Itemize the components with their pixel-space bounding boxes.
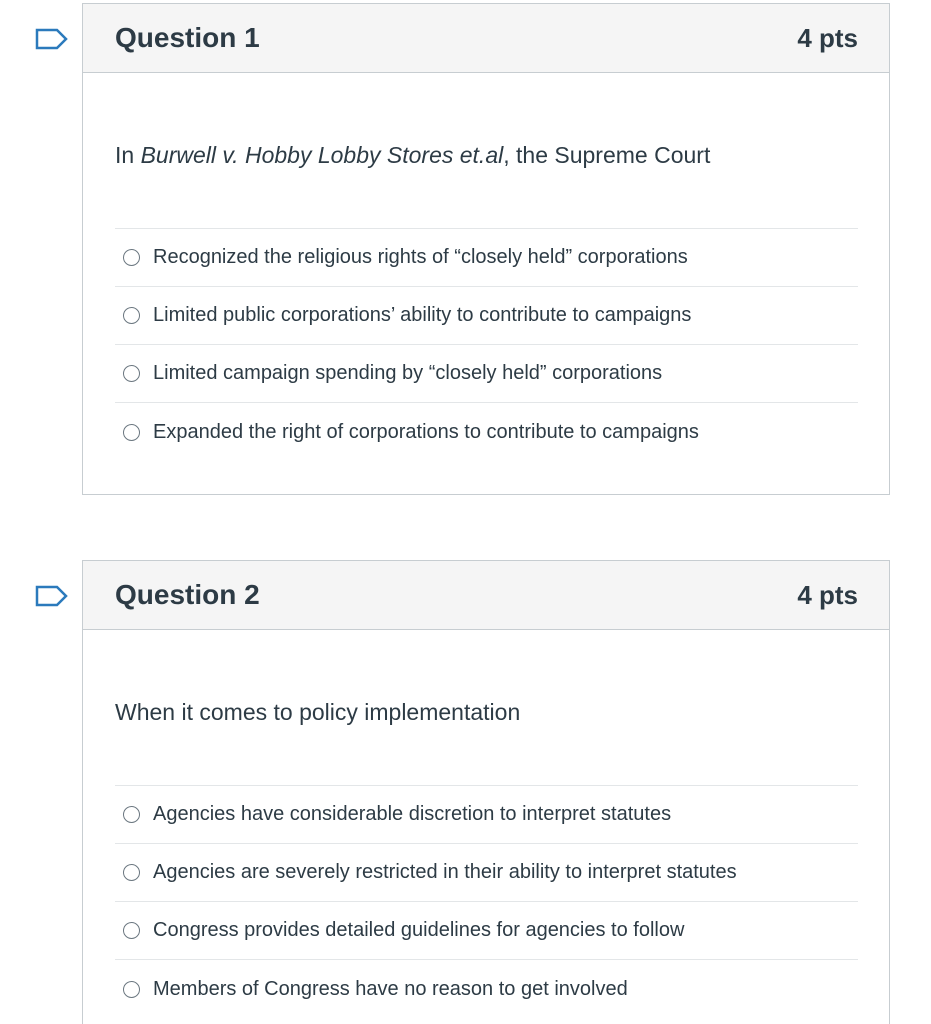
- answer-label[interactable]: Congress provides detailed guidelines for agencies to follow: [153, 919, 685, 941]
- answer-label[interactable]: Limited campaign spending by “closely held” corporations: [153, 362, 663, 384]
- answer-label[interactable]: Agencies are severely restricted in their ability to interpret statutes: [153, 861, 737, 883]
- answer-label[interactable]: Agencies have considerable discretion to interpret statutes: [153, 803, 672, 825]
- question-body: [83, 73, 889, 461]
- answer-option[interactable]: [115, 287, 858, 345]
- answer-label[interactable]: Limited public corporations’ ability to contribute to campaigns: [153, 304, 692, 326]
- radio-button-icon[interactable]: [123, 307, 140, 324]
- answer-option[interactable]: [115, 786, 858, 844]
- radio-button-icon[interactable]: [123, 424, 140, 441]
- answer-list: [115, 786, 858, 1018]
- answer-label[interactable]: Expanded the right of corporations to contribute to campaigns: [153, 420, 699, 443]
- question-text-suffix: , the Supreme Court: [503, 142, 711, 168]
- question-2: [82, 560, 890, 1024]
- radio-button-icon[interactable]: [123, 981, 140, 998]
- radio-button-icon[interactable]: [123, 864, 140, 881]
- question-body: [83, 630, 889, 1018]
- question-text-prefix: In: [115, 142, 141, 168]
- answer-option[interactable]: [115, 844, 858, 902]
- question-text: [115, 73, 858, 229]
- question-header: [83, 561, 889, 630]
- flag-question-icon[interactable]: [35, 585, 69, 607]
- question-title: Question 2: [115, 579, 260, 610]
- answer-option[interactable]: [115, 403, 858, 461]
- flag-question-icon[interactable]: [35, 28, 69, 50]
- answer-option[interactable]: [115, 345, 858, 403]
- answer-list: [115, 229, 858, 461]
- question-points: 4 pts: [797, 22, 858, 53]
- question-title: Question 1: [115, 22, 260, 53]
- question-1: [82, 3, 890, 495]
- question-header: [83, 4, 889, 73]
- answer-option[interactable]: [115, 960, 858, 1018]
- answer-label[interactable]: Recognized the religious rights of “closely held” corporations: [153, 246, 688, 268]
- radio-button-icon[interactable]: [123, 806, 140, 823]
- radio-button-icon[interactable]: [123, 922, 140, 939]
- radio-button-icon[interactable]: [123, 249, 140, 266]
- question-points: 4 pts: [797, 579, 858, 610]
- answer-option[interactable]: [115, 229, 858, 287]
- question-text: When it comes to policy implementation: [115, 630, 858, 786]
- question-text-case-name: Burwell v. Hobby Lobby Stores et.al: [140, 142, 504, 168]
- answer-label[interactable]: Members of Congress have no reason to get involved: [153, 977, 628, 1000]
- radio-button-icon[interactable]: [123, 365, 140, 382]
- answer-option[interactable]: [115, 902, 858, 960]
